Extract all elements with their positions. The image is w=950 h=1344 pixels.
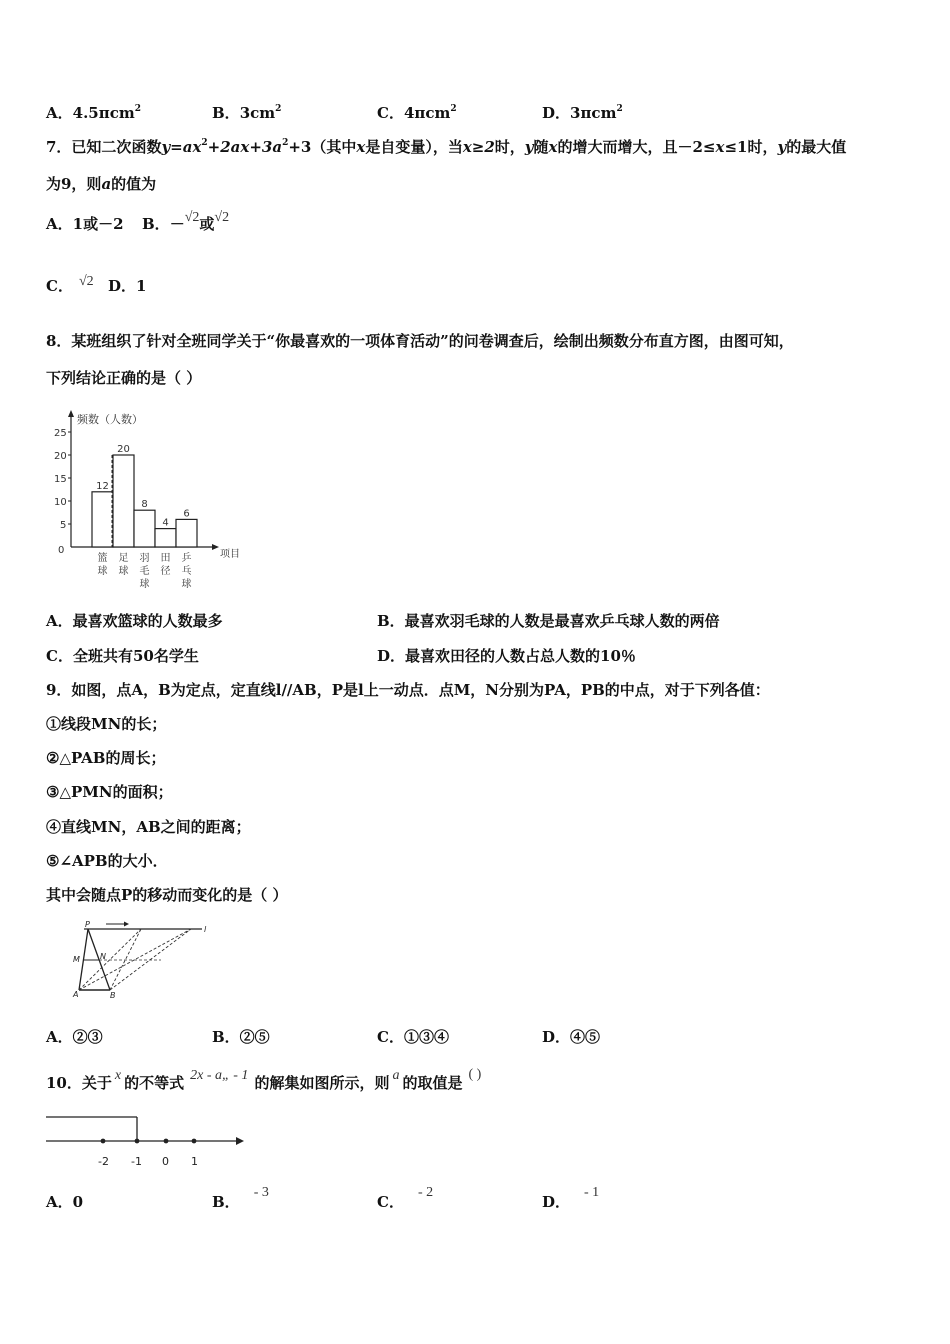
label-n: N: [100, 952, 106, 961]
q9-item-2: ②△PAB的周长；: [46, 749, 166, 767]
label-a: A: [73, 990, 79, 999]
x-axis-title: 项目: [220, 549, 240, 560]
q9-item-3: ③△PMN的面积；: [46, 783, 173, 801]
bar-羽毛球: [134, 510, 155, 547]
q9-question: 其中会随点P的移动而变化的是（ ）: [46, 886, 288, 904]
q10-option-d: D．- 1: [542, 1185, 600, 1211]
category-label-char: 羽: [139, 553, 150, 564]
y-tick-label: 10: [54, 497, 67, 508]
q6-option-a: A．4.5πcm$^2$: [46, 104, 141, 122]
q8-stem-line1: 8．某班组织了针对全班同学关于“你最喜欢的一项体育活动”的问卷调查后，绘制出频数分布直方图，由图可知，: [46, 332, 794, 350]
q9-option-a: A．②③: [46, 1028, 103, 1046]
q9-option-b: B．②⑤: [212, 1028, 270, 1046]
q10-stem: 10．关于 x 的不等式 2x - a„ - 1 的解集如图所示，则 a 的取值是 ( ): [46, 1067, 482, 1092]
q9-geometry-figure: [66, 918, 216, 1004]
tick-label: -2: [98, 1155, 109, 1168]
q8-option-a: A．最喜欢篮球的人数最多: [46, 612, 223, 630]
frequency-histogram: [40, 405, 260, 595]
bar-田径: [155, 529, 176, 547]
q9-option-c: C．①③④: [377, 1028, 449, 1046]
label-l: l: [204, 925, 207, 934]
q7-stem-line1: 7．已知二次函数$y=ax^2+2ax+3a^2+3$（其中x是自变量），当x≥2时，y随x的增大而增大，且－2≤x≤1时，y的最大值: [46, 138, 847, 156]
tick-label: 0: [162, 1155, 169, 1168]
q9-option-d: D．④⑤: [542, 1028, 601, 1046]
category-label-char: 乒: [181, 553, 192, 564]
q7-option-d: D．1: [108, 277, 147, 295]
data-label: 20: [117, 444, 130, 455]
q8-option-c: C．全班共有50名学生: [46, 647, 199, 665]
q8-option-b: B．最喜欢羽毛球的人数是最喜欢乒乓球人数的两倍: [377, 612, 720, 630]
category-label-char: 毛: [139, 566, 150, 577]
q7-stem-line2: 为9，则a的值为: [46, 175, 157, 193]
label-m: M: [73, 955, 80, 964]
category-label-char: 球: [118, 566, 129, 577]
q9-item-5: ⑤∠APB的大小．: [46, 852, 168, 870]
q9-item-4: ④直线MN，AB之间的距离；: [46, 818, 251, 836]
axis-arrow: [236, 1137, 244, 1145]
q6-option-b: B．$3cm^2$: [212, 104, 282, 122]
y-axis-title: 频数（人数）: [77, 413, 143, 426]
label-p: P: [85, 920, 90, 929]
bar-足球: [113, 455, 134, 547]
y-tick-label: 5: [60, 520, 67, 531]
q8-stem-line2: 下列结论正确的是（ ）: [46, 369, 202, 387]
data-label: 8: [141, 499, 148, 511]
data-label: 4: [162, 517, 169, 529]
x-axis-arrow: [212, 544, 219, 550]
label-b: B: [110, 991, 116, 1000]
bar-乒乓球: [176, 519, 197, 547]
bar-篮球: [92, 492, 113, 547]
q7-option-a: A．1或－2: [46, 215, 124, 233]
q9-item-1: ①线段MN的长；: [46, 715, 167, 733]
arrow-head: [124, 922, 129, 927]
data-label: 12: [96, 480, 109, 492]
category-label-char: 球: [181, 579, 192, 590]
q7-option-b: B．－√2或√2: [142, 210, 230, 233]
y-tick-label: 20: [54, 451, 67, 462]
data-label: 6: [183, 508, 190, 520]
y-tick-label: 15: [54, 474, 67, 485]
q7-option-c: C． √2: [46, 274, 94, 295]
category-label-char: 球: [97, 566, 108, 577]
y-axis-arrow: [68, 410, 74, 417]
q10-option-c: C．- 2: [377, 1185, 434, 1211]
q9-stem: 9．如图，点A，B为定点，定直线l//AB，P是l上一动点．点M，N分别为PA，PB的中点，对于下列各值：: [46, 681, 770, 699]
category-label-char: 篮: [97, 553, 108, 564]
category-label-char: 足: [118, 553, 129, 564]
q8-option-d: D．最喜欢田径的人数占总人数的10％: [377, 647, 636, 665]
category-label-char: 球: [139, 579, 150, 590]
category-label-char: 乓: [181, 566, 192, 577]
q10-number-line: [42, 1110, 252, 1172]
tick-label: -1: [131, 1155, 142, 1168]
q6-option-c: C．4πcm$^2$: [377, 104, 457, 122]
q10-option-b: B．- 3: [212, 1185, 269, 1211]
y-tick-label: 0: [58, 545, 65, 556]
y-tick-label: 25: [54, 428, 67, 439]
tick-label: 1: [191, 1155, 198, 1168]
q10-option-a: A．0: [46, 1193, 84, 1211]
category-label-char: 田: [160, 553, 171, 564]
category-label-char: 径: [160, 566, 171, 577]
q6-option-d: D．3πcm$^2$: [542, 104, 623, 122]
